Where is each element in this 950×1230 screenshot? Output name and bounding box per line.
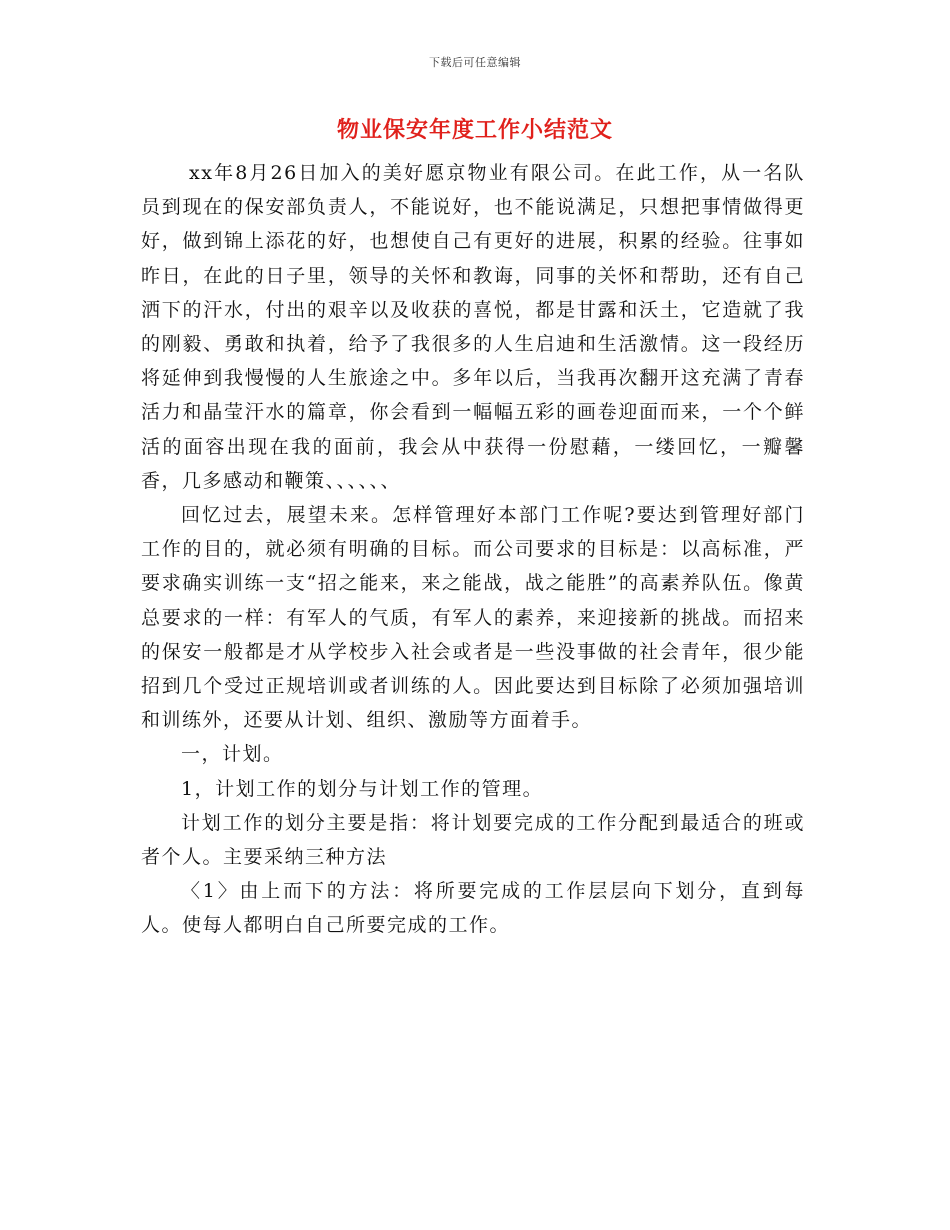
document-body (141, 156, 805, 943)
subsection-heading-plan-division: 1，计划工作的划分与计划工作的管理。 (181, 777, 544, 800)
document-title: 物业保安年度工作小结范文 (336, 117, 613, 143)
paragraph-plan-division: 计划工作的划分主要是指：将计划要完成的工作分配到最适合的班或者个人。主要采纳三种方法 (141, 811, 805, 869)
paragraph-intro: xx年8月26日加入的美好愿京物业有限公司。在此工作，从一名队员到现在的保安部负责人，不能说好，也不能说满足，只想把事情做得更好，做到锦上添花的好，也想使自己有更好的进展，积累的经验。往事如昨日，在此的日子里，领导的关怀和教诲，同事的关怀和帮助，还有自己洒下的汗水，付出的艰辛以及收获的喜悦，都是甘露和沃土，它造就了我的刚毅、勇敢和执着，给予了我很多的人生启迪和生活激情。这一段经历将延伸到我慢慢的人生旅途之中。多年以后，当我再次翻开这充满了青春活力和晶莹汗水的篇章，你会看到一幅幅五彩的画卷迎面而来，一个个鲜活的面容出现在我的面前，我会从中获得一份慰藉，一缕回忆，一瓣馨香，几多感动和鞭策、、、、、、 (141, 162, 805, 492)
paragraph-review: 回忆过去，展望未来。怎样管理好本部门工作呢?要达到管理好部门工作的目的，就必须有明确的目标。而公司要求的目标是：以高标准，严要求确实训练一支“招之能来，来之能战，战之能胜”的高素养队伍。像黄总要求的一样：有军人的气质，有军人的素养，来迎接新的挑战。而招来的保安一般都是才从学校步入社会或者是一些没事做的社会青年，很少能招到几个受过正规培训或者训练的人。因此要达到目标除了必须加强培训和训练外，还要从计划、组织、激励等方面着手。 (141, 504, 805, 732)
header-note: 下载后可任意编辑 (429, 56, 521, 69)
section-heading-plan: 一，计划。 (181, 743, 284, 766)
paragraph-top-down-method: 〈1〉由上而下的方法：将所要完成的工作层层向下划分，直到每人。使每人都明白自己所要完成的工作。 (141, 880, 805, 937)
